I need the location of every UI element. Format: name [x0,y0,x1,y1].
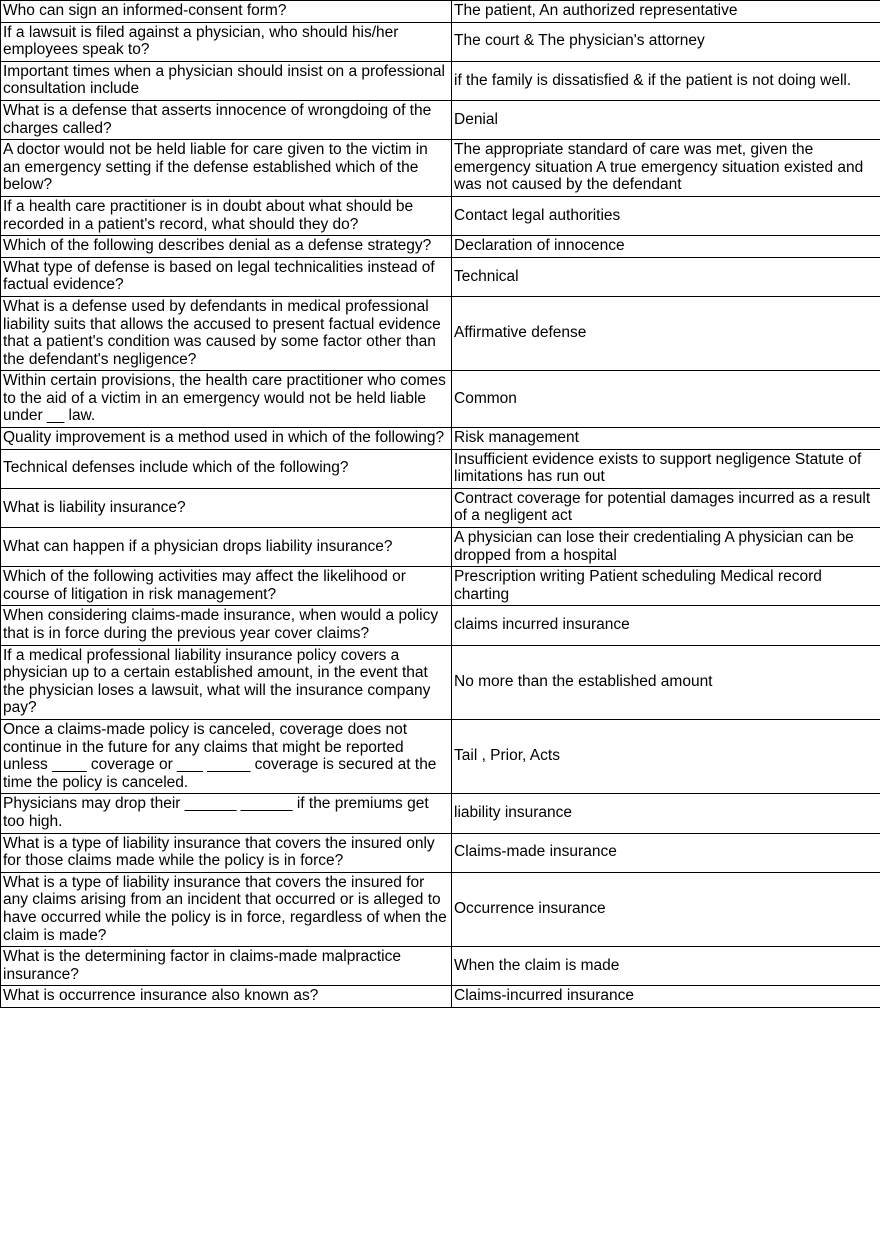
question-cell: Quality improvement is a method used in which of the following? [1,428,452,450]
question-cell: What is the determining factor in claims-made malpractice insurance? [1,947,452,986]
answer-cell: Claims-made insurance [452,833,880,872]
table-row [1,428,880,450]
table-row [1,794,880,833]
question-cell: What is a type of liability insurance that covers the insured for any claims arising from an incident that occurred or is alleged to have occurred while the policy is in force, regardless of when the claim is made? [1,872,452,946]
answer-cell: Declaration of innocence [452,236,880,258]
table-row [1,528,880,567]
question-cell: What is a defense used by defendants in medical professional liability suits that allows the accused to present factual evidence that a patient's condition was caused by some factor other than the defendant's negligence? [1,296,452,370]
table-row [1,296,880,370]
answer-cell: Prescription writing Patient scheduling Medical record charting [452,567,880,606]
question-cell: If a lawsuit is filed against a physician, who should his/her employees speak to? [1,22,452,61]
answer-cell: Risk management [452,428,880,450]
question-cell: What can happen if a physician drops liability insurance? [1,528,452,567]
table-row [1,449,880,488]
question-cell: Which of the following describes denial as a defense strategy? [1,236,452,258]
table-row [1,196,880,235]
answer-cell: The court & The physician's attorney [452,22,880,61]
table-row [1,488,880,527]
answer-cell: Occurrence insurance [452,872,880,946]
table-row [1,1,880,23]
answer-cell: The appropriate standard of care was met, given the emergency situation A true emergency situation existed and was not caused by the defendant [452,140,880,197]
question-cell: When considering claims-made insurance, when would a policy that is in force during the previous year cover claims? [1,606,452,645]
answer-cell: liability insurance [452,794,880,833]
question-cell: Which of the following activities may affect the likelihood or course of litigation in risk management? [1,567,452,606]
question-cell: What is a defense that asserts innocence of wrongdoing of the charges called? [1,100,452,139]
question-cell: Once a claims-made policy is canceled, coverage does not continue in the future for any claims that might be reported unless ____ coverage or ___ _____ coverage is secured at the time the policy is canceled. [1,719,452,793]
table-row [1,61,880,100]
table-row [1,567,880,606]
table-row [1,236,880,258]
answer-cell: Contact legal authorities [452,196,880,235]
answer-cell: Denial [452,100,880,139]
question-cell: Who can sign an informed-consent form? [1,1,452,23]
answer-cell: Technical [452,257,880,296]
table-row [1,947,880,986]
table-row [1,833,880,872]
answer-cell: Tail , Prior, Acts [452,719,880,793]
answer-cell: Claims-incurred insurance [452,986,880,1008]
table-row [1,140,880,197]
question-cell: A doctor would not be held liable for care given to the victim in an emergency setting if the defense established which of the below? [1,140,452,197]
answer-cell: Insufficient evidence exists to support negligence Statute of limitations has run out [452,449,880,488]
answer-cell: No more than the established amount [452,645,880,719]
question-cell: Important times when a physician should insist on a professional consultation include [1,61,452,100]
question-cell: Technical defenses include which of the following? [1,449,452,488]
answer-cell: A physician can lose their credentialing A physician can be dropped from a hospital [452,528,880,567]
question-cell: If a health care practitioner is in doubt about what should be recorded in a patient's record, what should they do? [1,196,452,235]
answer-cell: The patient, An authorized representative [452,1,880,23]
table-row [1,371,880,428]
question-cell: What is occurrence insurance also known as? [1,986,452,1008]
answer-cell: Contract coverage for potential damages incurred as a result of a negligent act [452,488,880,527]
answer-cell: When the claim is made [452,947,880,986]
table-row [1,719,880,793]
question-cell: What is liability insurance? [1,488,452,527]
table-row [1,22,880,61]
answer-cell: Common [452,371,880,428]
answer-cell: Affirmative defense [452,296,880,370]
table-row [1,257,880,296]
answer-cell: claims incurred insurance [452,606,880,645]
question-cell: What is a type of liability insurance that covers the insured only for those claims made while the policy is in force? [1,833,452,872]
qa-table-body [1,1,880,1008]
table-row [1,872,880,946]
table-row [1,606,880,645]
question-cell: Physicians may drop their ______ ______ if the premiums get too high. [1,794,452,833]
question-cell: If a medical professional liability insurance policy covers a physician up to a certain established amount, in the event that the physician loses a lawsuit, what will the insurance company pay? [1,645,452,719]
table-row [1,645,880,719]
question-cell: Within certain provisions, the health care practitioner who comes to the aid of a victim in an emergency would not be held liable under __ law. [1,371,452,428]
answer-cell: if the family is dissatisfied & if the patient is not doing well. [452,61,880,100]
question-cell: What type of defense is based on legal technicalities instead of factual evidence? [1,257,452,296]
table-row [1,100,880,139]
table-row [1,986,880,1008]
